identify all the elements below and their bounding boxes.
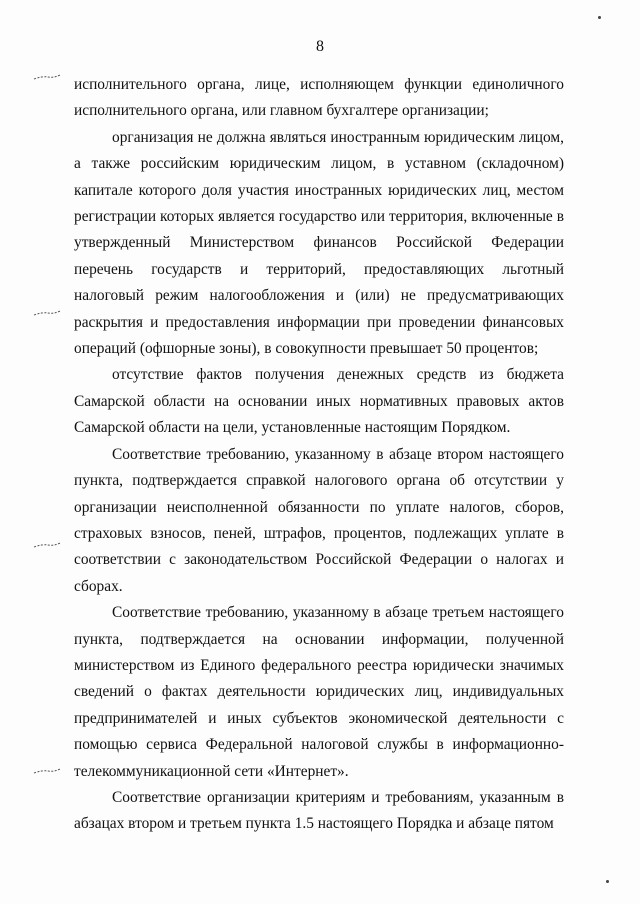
paragraph: организация не должна являться иностранным юридическим лицом, а также российским юридическим лицом, в уставном (складочном) капитале которого доля участия иностранных юридических лиц, местом регистрации которых является государство или территория, включенные в утвержденный Министерством финансов Российской Федерации перечень государств и территорий, предоставляющих льготный налоговый режим налогообложения и (или) не предусматривающих раскрытия и предоставления информации при проведении финансовых операций (офшорные зоны), в совокупности превышает 50 процентов; [74, 128, 564, 358]
document-body [74, 72, 564, 838]
paragraph: Соответствие требованию, указанному в абзаце втором настоящего пункта, подтверждается справкой налогового органа об отсутствии у организации неисполненной обязанности по уплате налогов, сборов, страховых взносов, пеней, штрафов, процентов, подлежащих уплате в соответствии с законодательством Российской Федерации о налогах и сборах. [74, 445, 564, 595]
paragraph: Соответствие организации критериям и требованиям, указанным в абзацах втором и третьем пункта 1.5 настоящего Порядка и абзаце пятом [74, 788, 564, 833]
margin-mark [32, 72, 62, 82]
margin-mark [32, 540, 62, 550]
scan-speck [606, 880, 609, 883]
margin-mark [32, 308, 62, 318]
margin-mark [32, 766, 62, 776]
paragraph: отсутствие фактов получения денежных средств из бюджета Самарской области на основании иных нормативных правовых актов Самарской области на цели, установленные настоящим Порядком. [74, 366, 564, 437]
paragraph: исполнительного органа, лице, исполняющем функции единоличного исполнительного органа, или главном бухгалтере организации; [74, 76, 564, 120]
page-number: 8 [316, 38, 324, 55]
paragraph: Соответствие требованию, указанному в абзаце третьем настоящего пункта, подтверждается на основании информации, полученной министерством из Единого федерального реестра юридически значимых сведений о фактах деятельности юридических лиц, индивидуальных предпринимателей и иных субъектов экономической деятельности с помощью сервиса Федеральной налоговой службы в информационно-телекоммуникационной сети «Интернет». [74, 604, 564, 780]
scan-speck [598, 16, 601, 19]
